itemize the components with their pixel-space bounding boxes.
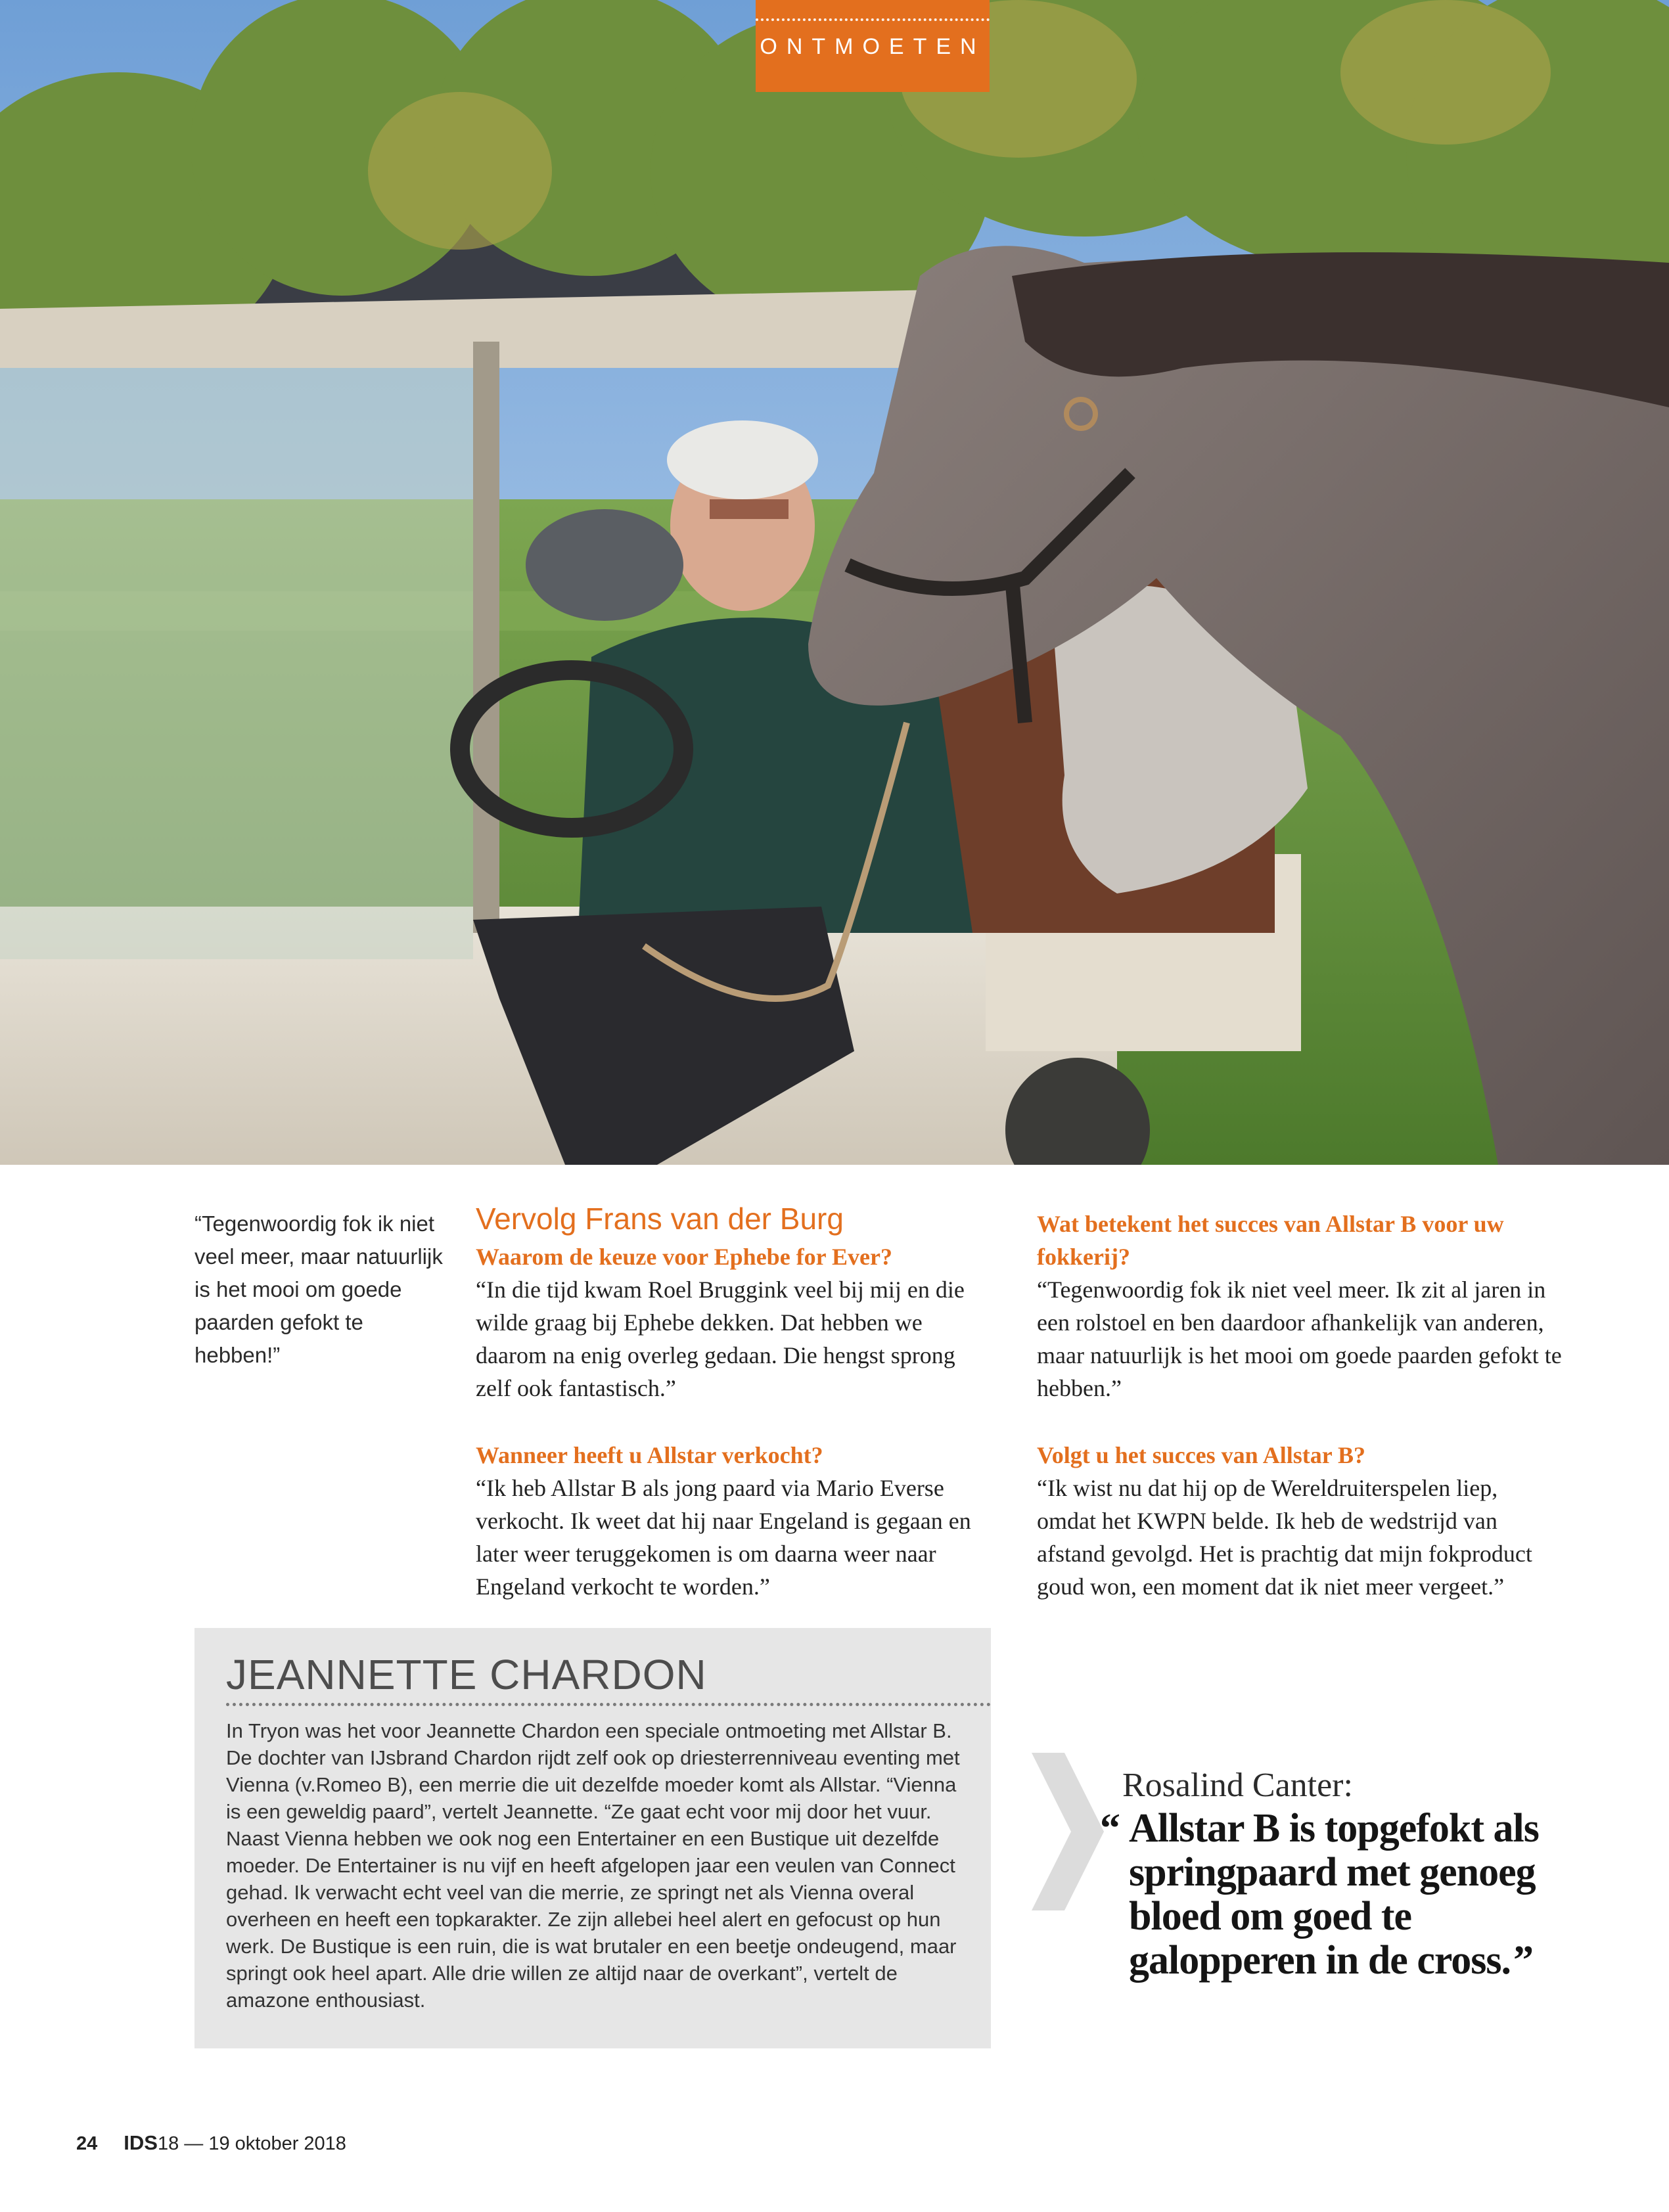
box-body: In Tryon was het voor Jeannette Chardon een speciale ontmoeting met Allstar B. De dochter van IJsbrand Chardon rijdt zelf ook op driesterrenniveau eventing met Vienna (v.Romeo B), een merrie die uit dezelfde moeder komt als Allstar. “Vienna is een geweldig paard”, vertelt Jeannette. “Ze gaat echt voor mij door het vuur. Naast Vienna hebben we ook nog een Entertainer en een Bustique uit dezelfde moeder. De Entertainer is nu vijf en heeft afgelopen jaar een veulen van Connect gehad. Ik verwacht echt veel van die merrie, ze springt net als Vienna overal overheen en heeft een topkarakter. Ze zijn allebei heel alert en gefocust op hun werk. De Bustique is een ruin, die is wat brutaler en een beetje ondeugend, maar springt ook heel apart. Alle drie willen ze altijd naar de overkant”, vertelt de amazone enthousiast.: [226, 1719, 960, 2012]
interview-column-right: [1037, 1208, 1563, 1637]
answer-4: “Ik wist nu dat hij op de Wereldruiterspelen liep, omdat het KWPN belde. Ik heb de wedstrijd van afstand gevolgd. Het is prachtig dat mijn fokproduct goud won, een moment dat ik niet meer vergeet.”: [1037, 1475, 1532, 1600]
box-title: JEANNETTE CHARDON: [226, 1651, 707, 1698]
box-dotted-rule: [226, 1703, 991, 1706]
section-label: ONTMOETEN: [760, 34, 986, 59]
magazine-brand: IDS: [124, 2131, 158, 2154]
question-2: Wanneer heeft u Allstar verkocht?: [476, 1442, 823, 1468]
question-3: Wat betekent het succes van Allstar B voor uw fokkerij?: [1037, 1211, 1504, 1270]
pull-quote: [1100, 1806, 1549, 1983]
issue-date: 18 — 19 oktober 2018: [157, 2133, 346, 2154]
page-footer: [76, 2131, 346, 2155]
interview-column-middle: [476, 1200, 995, 1637]
answer-1: “In die tijd kwam Roel Bruggink veel bij mij en die wilde graag bij Ephebe dekken. Dat hebben we daarom na enig overleg gedaan. Die hengst sprong zelf ook fantastisch.”: [476, 1276, 965, 1401]
question-1: Waarom de keuze voor Ephebe for Ever?: [476, 1244, 892, 1270]
question-4: Volgt u het succes van Allstar B?: [1037, 1442, 1366, 1468]
answer-3: “Tegenwoordig fok ik niet veel meer. Ik zit al jaren in een rolstoel en ben daardoor afhankelijk van anderen, maar natuurlijk is het mooi om goede paarden gefokt te hebben.”: [1037, 1276, 1562, 1401]
page-number: 24: [76, 2133, 98, 2154]
section-tab: [756, 0, 990, 92]
tab-dotted-rule: [756, 18, 990, 21]
article-title: Vervolg Frans van der Burg: [476, 1202, 844, 1236]
pull-quote-text: Allstar B is topgefokt als springpaard met genoeg bloed om goed te galopperen in de cross.: [1129, 1806, 1539, 1983]
quote-open-mark: “: [1100, 1806, 1120, 1851]
quote-close-mark: ”: [1513, 1938, 1533, 1983]
side-quote: “Tegenwoordig fok ik niet veel meer, maar natuurlijk is het mooi om goede paarden gefokt te hebben!”: [194, 1211, 443, 1367]
chevron-right-icon: [1032, 1753, 1104, 1910]
sidebar-box-jeannette-chardon: [194, 1628, 991, 2048]
answer-2: “Ik heb Allstar B als jong paard via Mario Everse verkocht. Ik weet dat hij naar Engeland is gegaan en later weer teruggekomen is om daarna weer naar Engeland verkocht te worden.”: [476, 1475, 971, 1600]
quote-author: Rosalind Canter:: [1122, 1767, 1353, 1804]
